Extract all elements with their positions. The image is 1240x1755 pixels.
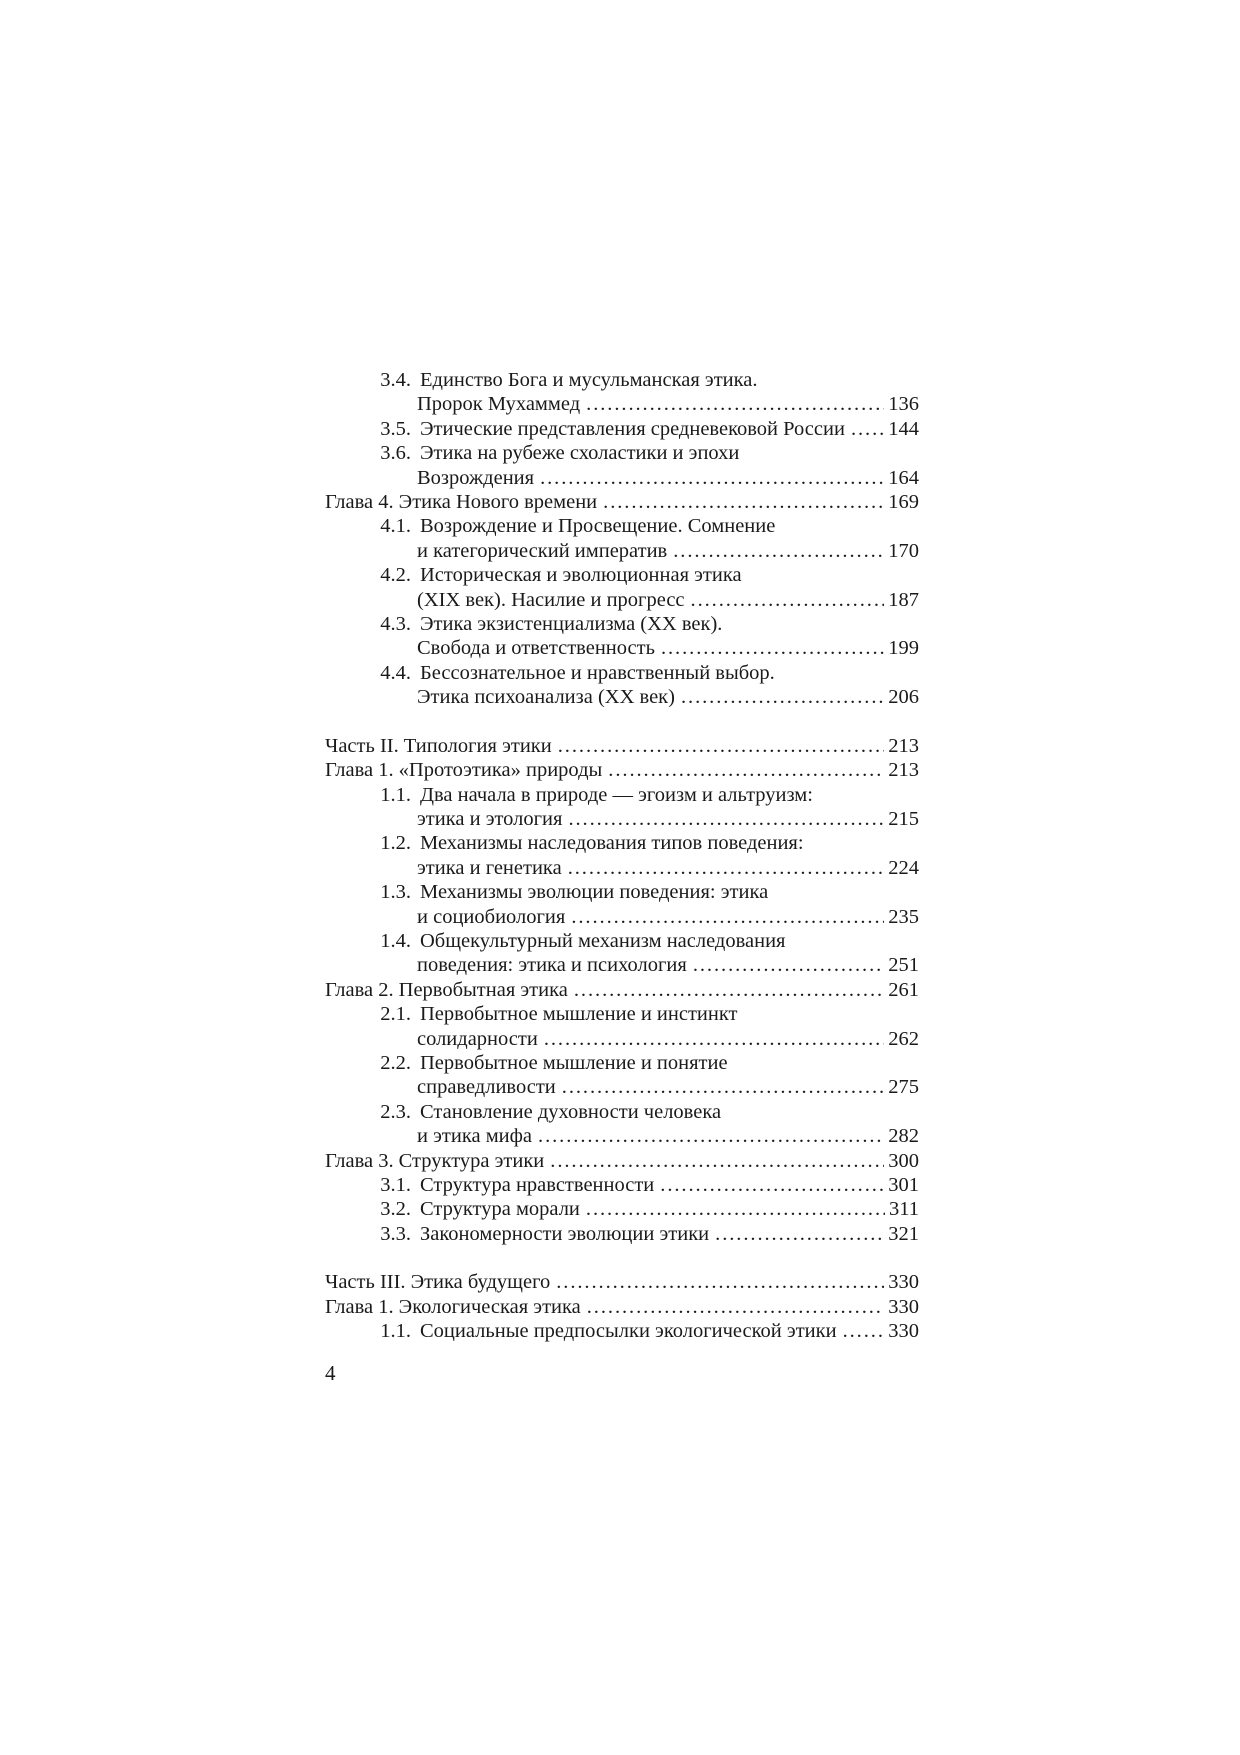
toc-entry-number: 3.3.: [380, 1222, 411, 1245]
toc-entry[interactable]: [325, 1197, 919, 1221]
toc-entry-title: Этика психоанализа (XX век): [417, 686, 675, 709]
section-gap: [325, 1246, 919, 1270]
toc-entry-title: и категорический императив: [417, 539, 668, 562]
toc-entry-title: «Протоэтика» природы: [398, 759, 603, 782]
toc-entry-title: Этика на рубеже схоластики и эпохи: [420, 442, 740, 465]
toc-entry-line: [325, 1027, 919, 1051]
toc-entry-line: [325, 588, 919, 612]
dot-leader: [562, 1075, 884, 1099]
toc-entry-line: [325, 1149, 919, 1173]
toc-entry-line: [325, 905, 919, 929]
toc-entry-title: Закономерности эволюции этики: [420, 1222, 710, 1245]
toc-entry[interactable]: [325, 1222, 919, 1246]
toc-entry-page: 215: [888, 808, 919, 831]
dot-leader: [587, 1295, 885, 1319]
toc-entry-line: [325, 368, 919, 392]
dot-leader: [550, 1149, 884, 1173]
toc-entry-title: Первобытное мышление и понятие: [420, 1051, 728, 1074]
toc-entry-title: Историческая и эволюционная этика: [420, 564, 742, 587]
toc-entry-page: 330: [888, 1271, 919, 1294]
toc-entry-line: [325, 953, 919, 977]
toc-entry-title: солидарности: [417, 1027, 538, 1050]
toc-entry-number: Глава 1.: [325, 759, 394, 782]
toc-entry-line: [325, 1295, 919, 1319]
toc-entry-number: 3.4.: [380, 369, 411, 391]
toc-entry-title: Механизмы эволюции поведения: этика: [420, 881, 769, 904]
dot-leader: [681, 685, 884, 709]
toc-entry-title: поведения: этика и психология: [417, 954, 687, 977]
toc-entry[interactable]: [325, 1149, 919, 1173]
toc-entry-line: [325, 880, 919, 904]
toc-entry-title: и социобиология: [417, 905, 566, 928]
toc-entry-number: 1.1.: [380, 1320, 411, 1343]
toc-entry[interactable]: [325, 880, 919, 929]
toc-entry-title: Структура морали: [420, 1198, 580, 1221]
dot-leader: [660, 1173, 884, 1197]
toc-entry-line: [325, 661, 919, 685]
toc-entry-page: 262: [888, 1027, 919, 1050]
toc-entry-number: Глава 3.: [325, 1149, 394, 1172]
toc-entry[interactable]: [325, 441, 919, 490]
toc-entry-number: 4.3.: [380, 612, 411, 635]
toc-entry-line: [325, 490, 919, 514]
toc-entry-page: 170: [888, 539, 919, 562]
toc-entry[interactable]: [325, 1100, 919, 1149]
toc-entry-line: [325, 685, 919, 709]
dot-leader: [586, 392, 884, 416]
toc-entry[interactable]: [325, 368, 919, 417]
toc-entry-line: [325, 1270, 919, 1294]
dot-leader: [586, 1197, 885, 1221]
toc-entry-line: [325, 1319, 919, 1343]
toc-entry-page: 275: [888, 1076, 919, 1099]
dot-leader: [661, 636, 884, 660]
toc-entry[interactable]: [325, 661, 919, 710]
toc-entry[interactable]: [325, 1051, 919, 1100]
toc-entry-title: Свобода и ответственность: [417, 637, 655, 660]
toc-entry-number: 2.1.: [380, 1003, 411, 1026]
toc-entry-number: 1.4.: [380, 929, 411, 952]
dot-leader: [691, 588, 885, 612]
toc-entry-page: 144: [888, 417, 919, 440]
toc-entry-page: 311: [889, 1198, 919, 1221]
toc-entry-line: [325, 514, 919, 538]
toc-entry-line: [325, 1197, 919, 1221]
toc-entry-page: 330: [888, 1295, 919, 1318]
toc-entry-number: 3.6.: [380, 442, 411, 465]
toc-entry-page: 321: [888, 1222, 919, 1245]
toc-entry-title: Единство Бога и мусульманская этика.: [420, 369, 758, 391]
toc-entry-title: Первобытная этика: [398, 978, 568, 1001]
page-number: 4: [325, 1361, 336, 1385]
toc-entry-number: Глава 1.: [325, 1295, 394, 1318]
toc-entry-number: 2.2.: [380, 1051, 411, 1074]
toc-entry[interactable]: [325, 1295, 919, 1319]
dot-leader: [574, 978, 884, 1002]
toc-entry-number: Глава 4.: [325, 490, 394, 513]
toc-entry-number: Часть III.: [325, 1271, 406, 1294]
toc-entry-line: [325, 539, 919, 563]
toc-entry-title: и этика мифа: [417, 1125, 533, 1148]
toc-entry-line: [325, 1075, 919, 1099]
toc-entry-title: Возрождение и Просвещение. Сомнение: [420, 515, 776, 538]
toc-entry-number: 2.3.: [380, 1100, 411, 1123]
toc-entry-title: Этические представления средневековой России: [420, 417, 845, 440]
toc-entry-title: Этика экзистенциализма (XX век).: [420, 612, 723, 635]
dot-leader: [571, 905, 884, 929]
toc-entry-number: 1.2.: [380, 832, 411, 855]
toc-entry-number: 1.3.: [380, 881, 411, 904]
toc-entry-line: [325, 978, 919, 1002]
dot-leader: [843, 1319, 885, 1343]
toc-entry-line: [325, 1002, 919, 1026]
toc-entry[interactable]: [325, 929, 919, 978]
toc-entry[interactable]: [325, 831, 919, 880]
toc-entry-page: 261: [888, 978, 919, 1001]
toc-entry-line: [325, 563, 919, 587]
toc-entry-page: 169: [888, 490, 919, 513]
dot-leader: [568, 856, 885, 880]
toc-entry-line: [325, 758, 919, 782]
toc-entry-title: Становление духовности человека: [420, 1100, 722, 1123]
toc-entry-page: 301: [888, 1173, 919, 1196]
dot-leader: [608, 758, 884, 782]
toc-entry[interactable]: [325, 1002, 919, 1051]
toc-entry-page: 206: [888, 686, 919, 709]
toc-entry-page: 213: [888, 734, 919, 757]
toc-entry-line: [325, 417, 919, 441]
toc-entry-number: Часть II.: [325, 734, 399, 757]
toc-entry-line: [325, 783, 919, 807]
toc-entry-title: Структура нравственности: [420, 1173, 655, 1196]
toc-entry-number: 1.1.: [380, 783, 411, 806]
toc-entry-title: (XIX век). Насилие и прогресс: [417, 588, 685, 611]
toc-entry-page: 213: [888, 759, 919, 782]
toc-entry-line: [325, 441, 919, 465]
toc-entry-title: Бессознательное и нравственный выбор.: [420, 661, 775, 684]
toc-entry-page: 199: [888, 637, 919, 660]
toc-entry[interactable]: [325, 563, 919, 612]
dot-leader: [538, 1124, 884, 1148]
toc-entry[interactable]: [325, 1319, 919, 1343]
toc-entry-number: 4.2.: [380, 564, 411, 587]
toc-entry-line: [325, 1100, 919, 1124]
toc-entry-line: [325, 929, 919, 953]
toc-entry-line: [325, 1173, 919, 1197]
toc-entry[interactable]: [325, 734, 919, 758]
toc-entry-page: 164: [888, 466, 919, 489]
toc-entry-title: Первобытное мышление и инстинкт: [420, 1003, 738, 1026]
dot-leader: [715, 1222, 884, 1246]
toc-entry-title: Два начала в природе — эгоизм и альтруизм:: [420, 783, 813, 806]
toc-entry-title: Социальные предпосылки экологической этики: [420, 1320, 837, 1343]
dot-leader: [556, 1270, 884, 1294]
dot-leader: [673, 539, 884, 563]
table-of-contents: [325, 368, 919, 1344]
toc-entry-page: 282: [888, 1125, 919, 1148]
toc-entry-line: [325, 734, 919, 758]
dot-leader: [544, 1027, 884, 1051]
toc-entry[interactable]: [325, 758, 919, 782]
toc-entry-line: [325, 807, 919, 831]
toc-entry-page: 136: [888, 393, 919, 416]
toc-entry-title: Этика Нового времени: [398, 490, 598, 513]
toc-entry[interactable]: [325, 1270, 919, 1294]
toc-entry-title: Этика будущего: [410, 1271, 551, 1294]
toc-entry-line: [325, 1222, 919, 1246]
toc-entry-title: Механизмы наследования типов поведения:: [420, 832, 804, 855]
toc-entry-line: [325, 831, 919, 855]
dot-leader: [851, 417, 884, 441]
dot-leader: [540, 466, 884, 490]
toc-entry-number: Глава 2.: [325, 978, 394, 1001]
toc-entry-line: [325, 856, 919, 880]
toc-entry-line: [325, 392, 919, 416]
toc-entry[interactable]: [325, 490, 919, 514]
dot-leader: [558, 734, 885, 758]
toc-entry-title: Типология этики: [403, 734, 552, 757]
toc-entry[interactable]: [325, 417, 919, 441]
toc-entry-page: 187: [888, 588, 919, 611]
toc-entry-number: 4.4.: [380, 661, 411, 684]
toc-entry-line: [325, 1051, 919, 1075]
toc-entry[interactable]: [325, 1173, 919, 1197]
toc-entry[interactable]: [325, 978, 919, 1002]
toc-entry-title: Пророк Мухаммед: [417, 393, 581, 416]
toc-entry-title: этика и этология: [417, 808, 563, 831]
toc-entry-line: [325, 636, 919, 660]
dot-leader: [693, 953, 884, 977]
dot-leader: [568, 807, 884, 831]
toc-entry-number: 4.1.: [380, 515, 411, 538]
toc-entry-number: 3.1.: [380, 1173, 411, 1196]
toc-entry-page: 224: [888, 856, 919, 879]
toc-entry-title: Возрождения: [417, 466, 535, 489]
toc-entry-page: 330: [888, 1320, 919, 1343]
toc-entry-page: 251: [888, 954, 919, 977]
toc-entry-line: [325, 612, 919, 636]
toc-entry[interactable]: [325, 612, 919, 661]
toc-entry-title: справедливости: [417, 1076, 556, 1099]
toc-entry-title: Структура этики: [398, 1149, 545, 1172]
toc-entry-title: Общекультурный механизм наследования: [420, 929, 786, 952]
toc-entry-number: 3.5.: [380, 417, 411, 440]
toc-entry[interactable]: [325, 514, 919, 563]
toc-entry-title: этика и генетика: [417, 856, 562, 879]
dot-leader: [603, 490, 884, 514]
toc-entry-page: 235: [888, 905, 919, 928]
toc-entry[interactable]: [325, 783, 919, 832]
toc-entry-page: 300: [888, 1149, 919, 1172]
section-gap: [325, 709, 919, 733]
toc-entry-title: Экологическая этика: [398, 1295, 581, 1318]
toc-entry-number: 3.2.: [380, 1198, 411, 1221]
toc-entry-line: [325, 466, 919, 490]
toc-entry-line: [325, 1124, 919, 1148]
